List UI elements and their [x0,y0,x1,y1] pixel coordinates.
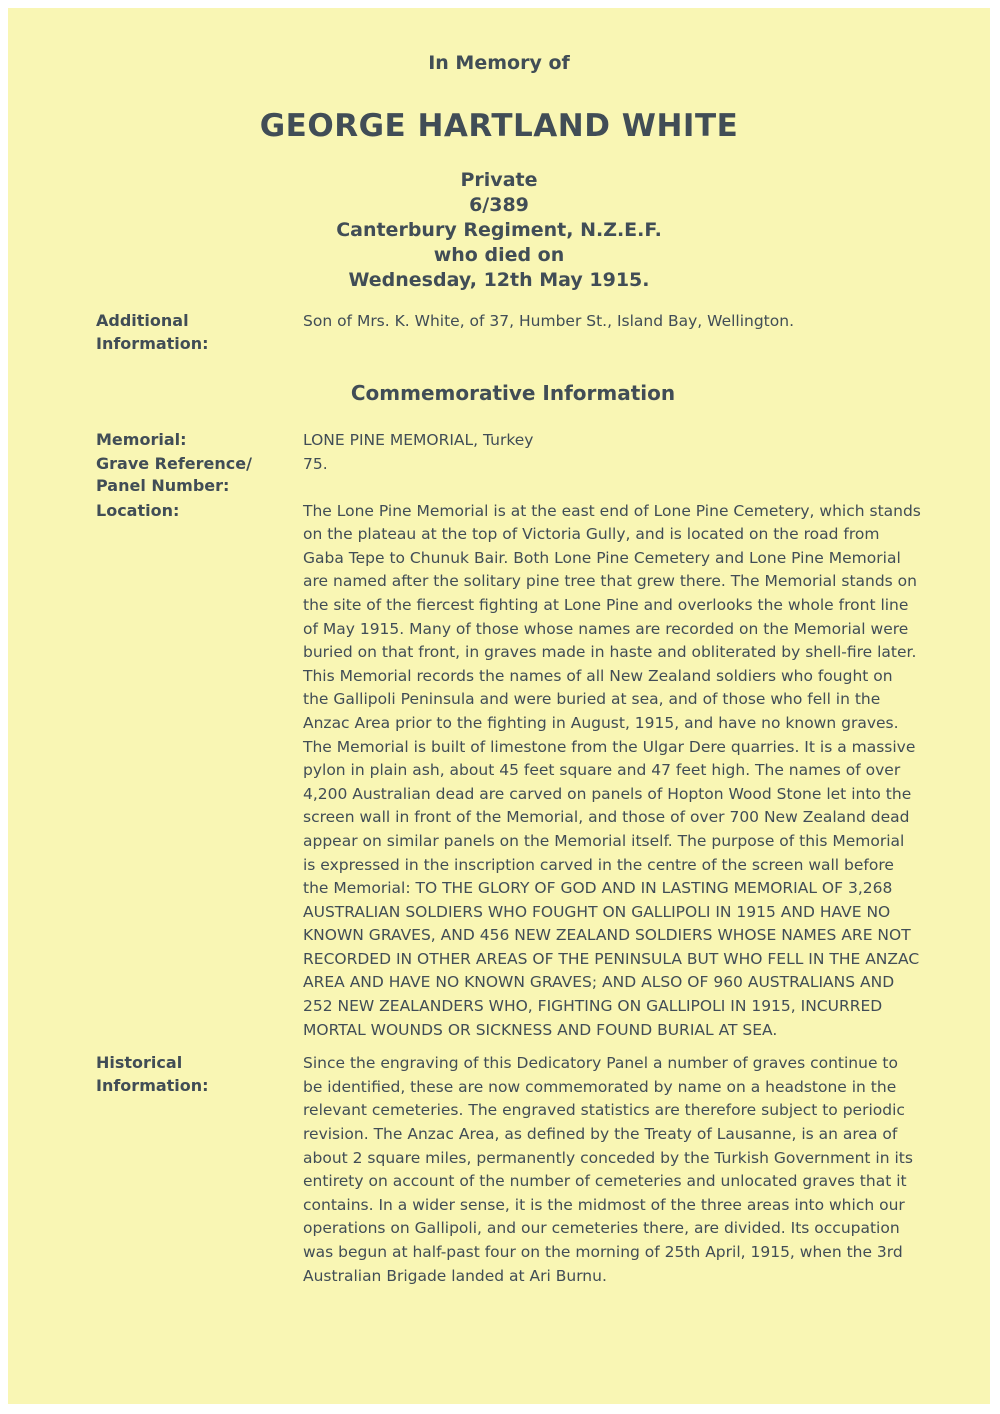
historical-information-row [96,1052,930,1288]
memorial-certificate-page [8,8,990,1404]
rank-line: Private [460,169,538,191]
unit-line: Canterbury Regiment, N.Z.E.F. [336,219,662,241]
memorial-row [96,429,930,453]
service-number-line: 6/389 [469,194,529,216]
additional-information-row [96,310,930,355]
location-label: Location: [96,500,180,520]
memorial-value: LONE PINE MEMORIAL, Turkey [303,431,534,449]
grave-reference-value: 75. [303,454,328,473]
historical-information-value: Since the engraving of this Dedicatory Panel a number of graves continue to be identified, these are now commemorated by name on a headstone in the relevant cemeteries. The engraved statistics are therefore subject to periodic revision. The Anzac Area, as defined by the Treaty of Lausanne, is an area of about 2 square miles, permanently conceded by the Turkish Government in its entirety on account of the number of cemeteries and unlocated graves that it contains. In a wider sense, it is the midmost of the three areas into which our operations on Gallipoli, and our cemeteries there, are divided. Its occupation was begun at half-past four on the morning of 25th April, 1915, when the 3rd Australian Brigade landed at Ari Burnu. [303,1054,913,1285]
commemorative-information-heading: Commemorative Information [350,381,676,405]
location-value: The Lone Pine Memorial is at the east end of Lone Pine Cemetery, which stands on the plateau at the top of Victoria Gully, and is located on the road from Gaba Tepe to Chunuk Bair. Both Lone Pine Cemetery and Lone Pine Memorial are named after the solitary pine tree that grew there. The Memorial stands on the site of the fiercest fighting at Lone Pine and overlooks the whole front line of May 1915. Many of those whose names are recorded on the Memorial were buried on that front, in graves made in haste and obliterated by shell-fire later. This Memorial records the names of all New Zealand soldiers who fought on the Gallipoli Peninsula and were buried at sea, and of those who fell in the Anzac Area prior to the fighting in August, 1915, and have no known graves. The Memorial is built of limestone from the Ulgar Dere quarries. It is a massive pylon in plain ash, about 45 feet square and 47 feet high. The names of over 4,200 Australian dead are carved on panels of Hopton Wood Stone let into the screen wall in front of the Memorial, and those of over 700 New Zealand dead appear on similar panels on the Memorial itself. The purpose of this Memorial is expressed in the inscription carved in the centre of the screen wall before the Memorial: TO THE GLORY OF GOD AND IN LASTING MEMORIAL OF 3,268 AUSTRALIAN SOLDIERS WHO FOUGHT ON GALLIPOLI IN 1915 AND HAVE NO KNOWN GRAVES, AND 456 NEW ZEALAND SOLDIERS WHOSE NAMES ARE NOT RECORDED IN OTHER AREAS OF THE PENINSULA BUT WHO FELL IN THE ANZAC AREA AND HAVE NO KNOWN GRAVES; AND ALSO OF 960 AUSTRALIANS AND 252 NEW ZEALANDERS WHO, FIGHTING ON GALLIPOLI IN 1915, INCURRED MORTAL WOUNDS OR SICKNESS AND FOUND BURIAL AT SEA. [303,501,921,1039]
died-prefix-line: who died on [433,244,565,266]
grave-reference-label: Grave Reference/ Panel Number: [96,453,252,496]
additional-information-label: Additional Information: [96,311,209,353]
service-details [8,168,990,293]
additional-information-value: Son of Mrs. K. White, of 37, Humber St., Island Bay, Wellington. [303,312,794,330]
information-section [8,310,990,1288]
historical-information-label: Historical Information: [96,1053,209,1095]
deceased-name: GEORGE HARTLAND WHITE [259,108,739,144]
grave-reference-row [96,453,930,498]
certificate-header [8,8,990,293]
location-row [96,500,930,1043]
in-memory-of-line: In Memory of [428,52,570,74]
died-date-line: Wednesday, 12th May 1915. [348,269,650,291]
memorial-label: Memorial: [96,430,187,449]
